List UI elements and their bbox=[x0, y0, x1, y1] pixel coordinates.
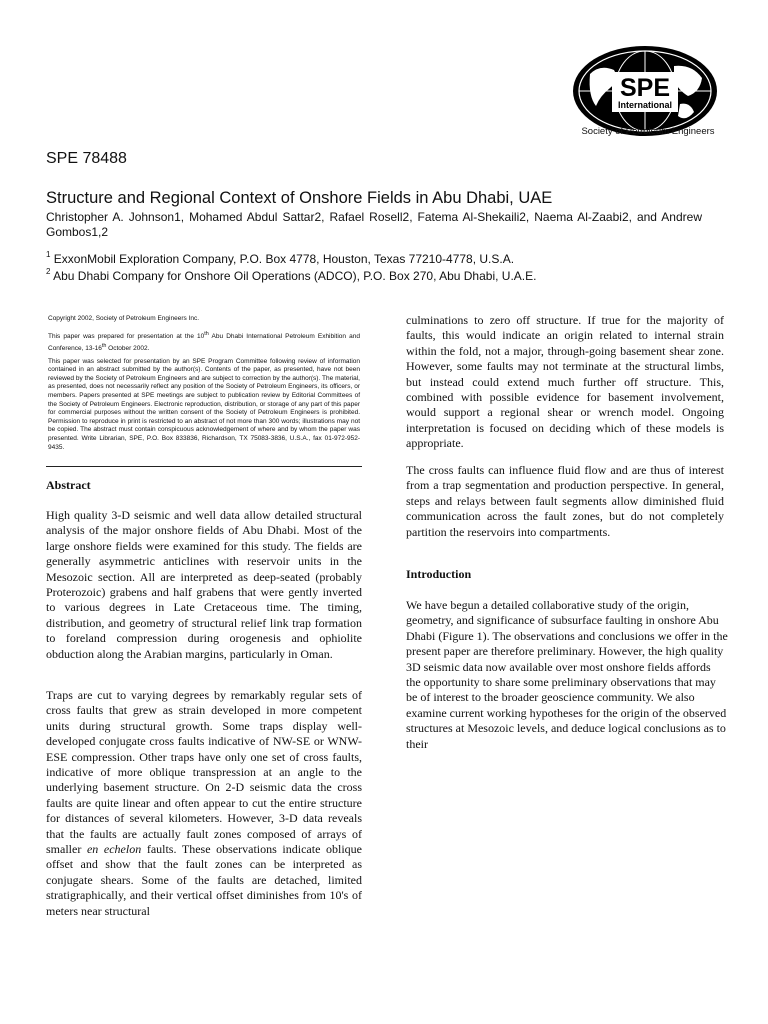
paper-title: Structure and Regional Context of Onshore Fields in Abu Dhabi, UAE bbox=[46, 189, 553, 207]
abstract-paragraph-1: High quality 3-D seismic and well data allow detailed structural analysis of the major onshore fields of Abu Dhabi. Most of the large onshore fields were examined for this study. The fields are generally asymmetric anticlines with reservoir units in the Mesozoic section. All are interpreted as deep-seated (probably Proterozoic) grabens and half grabens that were gently inverted to various degrees in Late Cretaceous time. The timing, distribution, and geometry of structural relief link trap formation to foreland compression during orogenesis and ophiolite obduction along the Arabian margins, particularly in Oman. bbox=[46, 508, 362, 661]
paper-number: SPE 78488 bbox=[46, 150, 127, 167]
right-paragraph-1: culminations to zero off structure. If true for the majority of faults, this would indicate an origin related to internal strain within the fold, not a major, through-going basement shear zone. However, some faults may not terminate at the structural limbs, but instead could extend much further off structure. This, combined with possible evidence for basement involvement, would support a regional shear or wrench model. Ongoing interpretation is focused on deciding which of these models is appropriate. bbox=[406, 313, 724, 451]
abstract-paragraph-2: Traps are cut to varying degrees by remarkably regular sets of cross faults that grew as strain developed in more competent units during structural growth. Some traps display well-developed conjugate cross faults indicative of NW-SE or WNW-ESE compression. Other traps have only one set of cross faults, indicative of more oblique transpression at an angle to the underlying basement structure. On 2-D seismic data the cross faults are quite linear and often appear to cut the entire structure for distances of several kilometers. However, 3-D data reveals that the faults are actually fault zones composed of arrays of smaller en echelon faults. These observations indicate oblique offset and show that the fault zones can be interpreted as conjugate shears. Some of the faults are detached, limited stratigraphically, and their vertical offset diminishes from 10's of meters near structural bbox=[46, 688, 362, 918]
authors: Christopher A. Johnson1, Mohamed Abdul Sattar2, Rafael Rosell2, Fatema Al-Shekaili2, Naema Al-Zaabi2, and Andrew Gombos1,2 bbox=[46, 210, 702, 239]
en-echelon-term: en echelon bbox=[86, 842, 142, 857]
right-paragraph-2: The cross faults can influence fluid flow and are thus of interest from a trap segmentation and production perspective. In general, steps and relays between fault segments allow diminished fluid communication across the fault zones, but do not completely partition the reservoirs into compartments. bbox=[406, 463, 724, 539]
copyright-notice bbox=[48, 315, 360, 459]
copyright-divider bbox=[46, 466, 362, 467]
presentation-note: This paper was prepared for presentation at the 10th Abu Dhabi International Petroleum Exhibition and Conference, 13-16th October 2002. bbox=[48, 331, 360, 352]
logo-sub: International bbox=[617, 100, 673, 110]
affiliation-1-text: ExxonMobil Exploration Company, P.O. Box 4778, Houston, Texas 77210-4778, U.S.A. bbox=[53, 252, 515, 266]
copyright-line: Copyright 2002, Society of Petroleum Engineers Inc. bbox=[48, 315, 200, 322]
introduction-paragraph-1: We have begun a detailed collaborative study of the origin, geometry, and significance of subsurface faulting in onshore Abu Dhabi (Figure 1). The observations and conclusions we offer in the present paper are therefore preliminary. However, the high quality 3D seismic data now available over most onshore fields affords the opportunity to share some preliminary observations that may be of interest to the broader geoscience community. We also examine current working hypotheses for the origin of the observed structures at Mesozoic levels, and deduce logical conclusions as to their bbox=[406, 598, 728, 751]
logo-word: SPE bbox=[619, 74, 671, 102]
affiliation-2-text: Abu Dhabi Company for Onshore Oil Operations (ADCO), P.O. Box 270, Abu Dhabi, U.A.E. bbox=[53, 269, 537, 283]
logo-caption: Society of Petroleum Engineers bbox=[581, 126, 715, 137]
selection-note: This paper was selected for presentation by an SPE Program Committee following review of information contained in an abstract submitted by the author(s). Contents of the paper, as presented, have not been reviewed by the Society of Petroleum Engineers and are subject to correction by the author(s). The material, as presented, does not necessarily reflect any position of the Society of Petroleum Engineers, its officers, or members. Papers presented at SPE meetings are subject to publication review by Editorial Committees of the Society of Petroleum Engineers. Electronic reproduction, distribution, or storage of any part of this paper for commercial purposes without the written consent of the Society of Petroleum Engineers is prohibited. Permission to reproduce in print is restricted to an abstract of not more than 300 words; illustrations may not be copied. The abstract must contain conspicuous acknowledgement of where and by whom the paper was presented. Write Librarian, SPE, P.O. Box 833836, Richardson, TX 75083-3836, U.S.A., fax 01-972-952-9435. bbox=[48, 357, 360, 451]
affiliation-2-number: 2 bbox=[46, 267, 51, 276]
affiliation-1-number: 1 bbox=[46, 250, 51, 259]
abstract-heading: Abstract bbox=[46, 478, 91, 492]
affiliation-2 bbox=[46, 268, 706, 283]
introduction-heading: Introduction bbox=[406, 567, 472, 581]
affiliation-1 bbox=[46, 251, 706, 266]
